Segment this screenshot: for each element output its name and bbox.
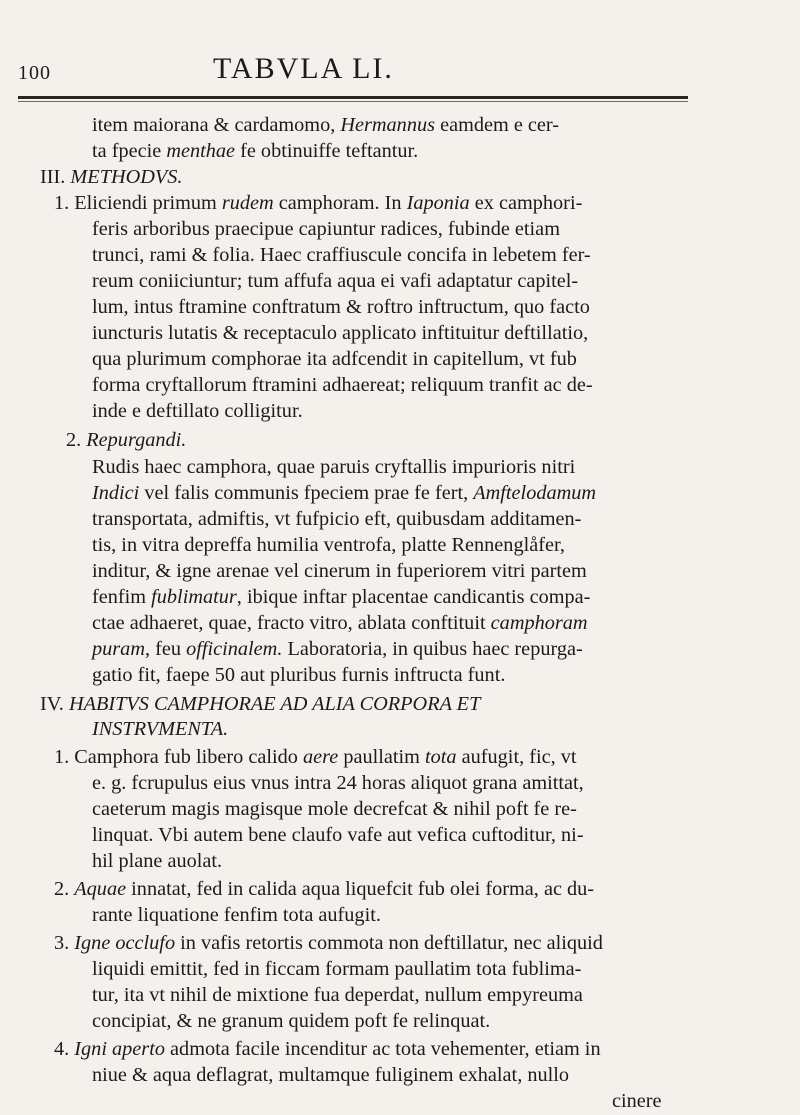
text-line [54,1036,601,1063]
italic-run: Igni aperto [74,1038,165,1060]
header-rule [18,96,688,99]
text-line [92,532,565,559]
text-run: linquat. Vbi autem bene claufo vafe aut vefica cuftoditur, ni- [92,824,584,846]
text-line [54,930,603,957]
page-number: 100 [18,62,51,84]
text-run: Laboratoria, in quibus haec repurga- [282,638,583,660]
text-line [92,372,593,399]
text-run: inde e deftillato colligitur. [92,400,303,422]
text-run: transportata, admiftis, vt fufpicio eft, quibusdam additamen- [92,508,582,530]
text-run: 3. [54,932,75,954]
text-line [92,242,591,269]
italic-run: officinalem. [186,638,283,660]
text-line [40,691,480,718]
text-run: ex camphori- [469,192,583,214]
text-line [92,636,583,663]
text-line [92,558,587,585]
text-run: 2. [66,429,87,451]
text-line [92,480,596,507]
text-run: 2. [54,878,75,900]
text-line [92,902,381,929]
text-run: innatat, fed in calida aqua liquefcit fub olei forma, ac du- [126,878,595,900]
text-line [92,346,577,373]
text-line [92,796,577,823]
text-run: aufugit, fic, vt [456,746,577,768]
text-run: cinere [612,1090,662,1112]
italic-run: METHODVS. [70,166,183,188]
text-line [92,822,584,849]
text-line [92,610,588,637]
text-line [40,164,183,191]
text-line [54,744,577,771]
text-line [92,848,222,875]
text-run: e. g. fcrupulus eius vnus intra 24 horas aliquot grana amittat, [92,772,584,794]
text-run: reum coniiciuntur; tum affufa aqua ei vafi adaptatur capitel- [92,270,579,292]
text-line [92,956,581,983]
text-run: tur, ita vt nihil de mixtione fua deperdat, nullum empyreuma [92,984,583,1006]
running-title: TABVLA LI. [213,52,394,85]
text-line [92,982,583,1009]
italic-run: aere [302,746,339,768]
text-run: Rudis haec camphora, quae paruis cryftallis impurioris nitri [92,456,576,478]
text-line [54,190,582,217]
text-line [92,584,590,611]
italic-run: tota [425,746,457,768]
text-run: concipiat, & ne granum quidem poft fe relinquat. [92,1010,491,1032]
text-line [92,1062,569,1089]
text-line [92,770,584,797]
italic-run: menthae [166,140,236,162]
text-run: fe obtinuiffe teftantur. [235,140,419,162]
italic-run: fublimatur [151,586,237,608]
text-run: iuncturis lutatis & receptaculo applicato inftituitur deftillatio, [92,322,589,344]
text-run: niue & aqua deflagrat, multamque fuliginem exhalat, nullo [92,1064,570,1086]
text-run: camphoram. In [273,192,407,214]
text-line [92,138,418,165]
italic-run: Igne occlufo [74,932,176,954]
text-run: IV. [40,693,69,715]
text-run: rante liquatione fenfim tota aufugit. [92,904,381,926]
text-run: feris arboribus praecipue capiuntur radices, fubinde etiam [92,218,560,240]
text-run: eamdem e cer- [435,114,560,136]
italic-run: puram [92,638,145,660]
text-run: gatio fit, faepe 50 aut pluribus furnis inftructa funt. [92,664,506,686]
italic-run: Repurgandi. [86,429,187,451]
text-line [54,876,594,903]
text-run: qua plurimum comphorae ita adfcendit in capitellum, vt fub [92,348,577,370]
text-line [92,294,590,321]
text-line [92,112,559,139]
text-run: ctae adhaeret, quae, fracto vitro, ablata conftituit [92,612,491,634]
text-run: forma cryftallorum ftramini adhaereat; reliquum tranfit ac de- [92,374,593,396]
text-run: 1. Eliciendi primum [54,192,222,214]
text-run: in vafis retortis commota non deftillatur, nec aliquid [175,932,603,954]
text-line [92,1008,490,1035]
text-run: 4. [54,1038,75,1060]
header-rule-thin [18,101,688,102]
italic-run: camphoram [490,612,588,634]
text-run: caeterum magis magisque mole decrefcat & nihil poft fe re- [92,798,577,820]
text-run: , ibique inftar placentae candicantis compa- [236,586,591,608]
text-line [92,216,560,243]
text-run: liquidi emittit, fed in ficcam formam paullatim tota fublima- [92,958,582,980]
text-line [66,427,186,454]
text-line [92,662,505,689]
text-line [92,454,575,481]
text-run: lum, intus ftramine conftratum & roftro inftructum, quo facto [92,296,590,318]
italic-run: Iaponia [406,192,470,214]
italic-run: rudem [221,192,274,214]
text-run: admota facile incenditur ac tota vehementer, etiam in [164,1038,601,1060]
text-line [92,320,588,347]
text-run: item maiorana & cardamomo, [92,114,341,136]
text-line [92,268,578,295]
text-run: inditur, & igne arenae vel cinerum in fuperiorem vitri partem [92,560,587,582]
text-run: 1. Camphora fub libero calido [54,746,303,768]
text-run: trunci, rami & folia. Haec craffiuscule concifa in lebetem fer- [92,244,591,266]
text-run: , feu [144,638,187,660]
italic-run: Aquae [74,878,127,900]
text-run: hil plane auolat. [92,850,223,872]
text-run: III. [40,166,71,188]
text-run: ta fpecie [92,140,167,162]
text-run: tis, in vitra depreffa humilia ventrofa, platte Rennenglåfer, [92,534,565,556]
text-run: paullatim [338,746,425,768]
italic-run: Hermannus [340,114,436,136]
text-run: fenfim [92,586,152,608]
text-line [92,716,228,743]
text-run: vel falis communis fpeciem prae fe fert, [139,482,474,504]
italic-run: Amftelodamum [473,482,597,504]
italic-run: INSTRVMENTA. [92,718,229,740]
text-line [92,398,303,425]
text-line [92,506,581,533]
italic-run: HABITVS CAMPHORAE AD ALIA CORPORA ET [68,693,481,715]
italic-run: Indici [92,482,140,504]
page-header [18,52,778,92]
